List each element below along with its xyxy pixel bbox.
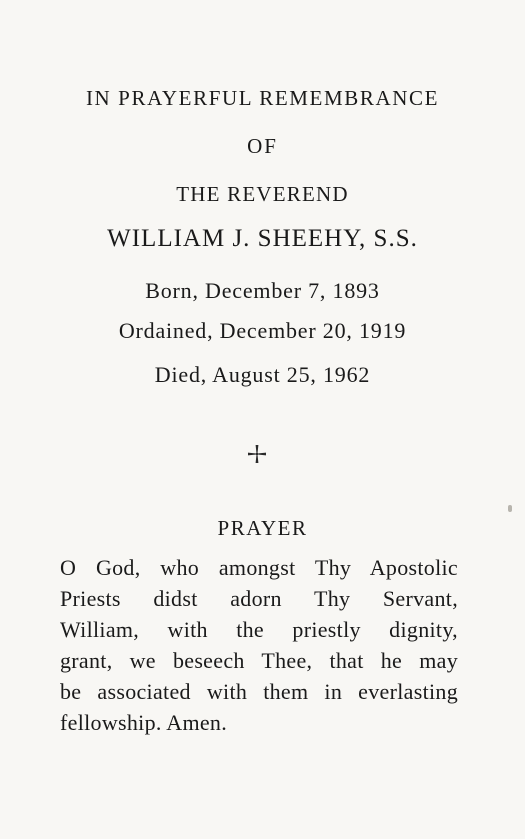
paper-speck (508, 505, 512, 512)
priest-name: WILLIAM J. SHEEHY, S.S. (107, 225, 418, 252)
prayer-line: fellowship. Amen. (60, 710, 228, 735)
prayer-line: O God, who amongst Thy Apostolic (60, 555, 458, 580)
reverend-title: THE REVEREND (176, 182, 349, 206)
born-date: Born, December 7, 1893 (145, 278, 380, 303)
prayer-line: William, with the priestly dignity, (60, 617, 458, 642)
prayer-text (60, 552, 458, 738)
ordained-date: Ordained, December 20, 1919 (118, 318, 407, 343)
remembrance-heading: IN PRAYERFUL REMEMBRANCE (85, 86, 440, 110)
cross-pattee-icon (247, 444, 267, 464)
of-line: OF (247, 134, 278, 158)
prayer-line: be associated with them in everlasting (60, 679, 458, 704)
prayer-line: grant, we beseech Thee, that he may (60, 648, 458, 673)
prayer-line: Priests didst adorn Thy Servant, (60, 586, 458, 611)
died-date: Died, August 25, 1962 (154, 362, 371, 387)
prayer-title: PRAYER (217, 516, 308, 540)
